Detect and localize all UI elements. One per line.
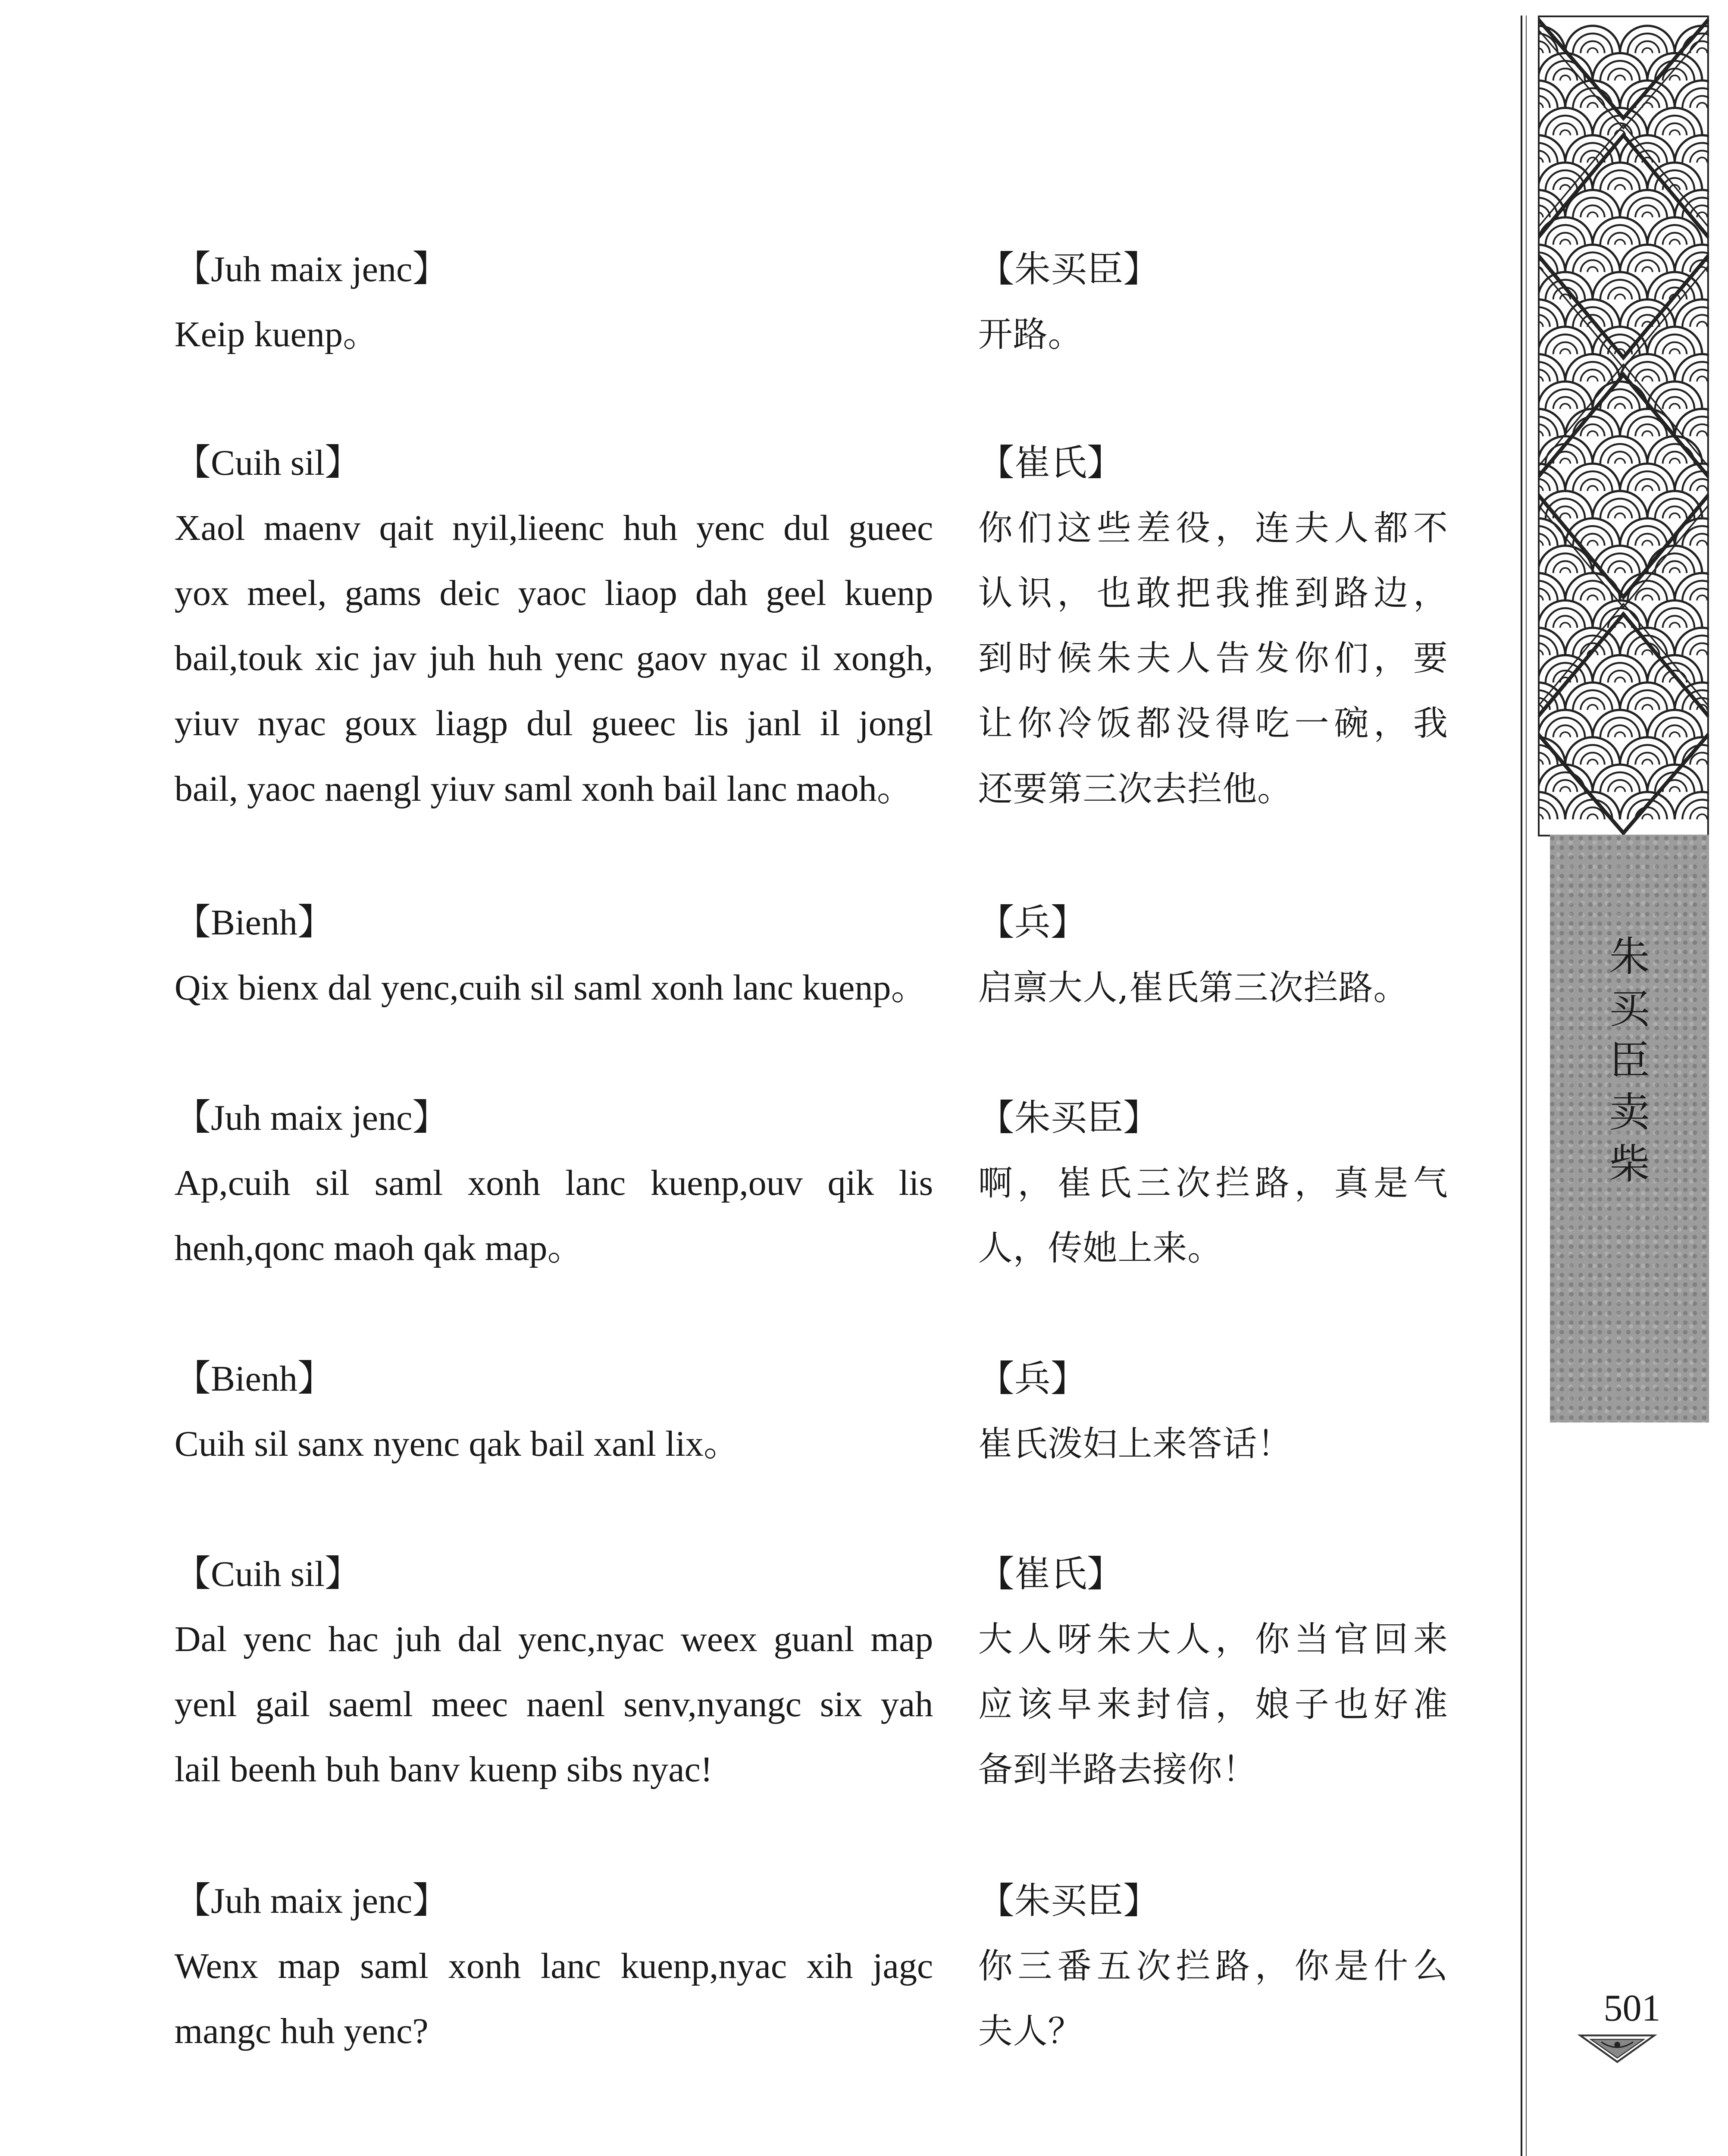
dialogue-line: Dal yenc hac juh dal yenc,nyac weex guanl map: [174, 1619, 933, 1660]
dialogue-line: 夫人？: [978, 2011, 1083, 2051]
dialogue-line: yiuv nyac goux liagp dul gueec lis janl il jongl: [174, 703, 933, 744]
dialogue-line: bail, yaoc naengl yiuv saml xonh bail lanc maoh。: [174, 768, 913, 809]
cloud-pattern-decoration: [1538, 16, 1709, 837]
dialogue-line: lail beenh buh banv kuenp sibs nyac!: [174, 1749, 713, 1790]
dialogue-line: 让你冷饭都没得吃一碗，我: [978, 703, 1448, 744]
speaker-label: 【朱买臣】: [978, 1879, 1160, 1922]
dialogue-block: [175, 890, 933, 1020]
speaker-label: 【朱买臣】: [978, 1097, 1160, 1139]
dialogue-block: [978, 237, 1448, 367]
speaker-label: 【兵】: [978, 1357, 1087, 1400]
speaker-label: 【Juh maix jenc】: [174, 1098, 449, 1138]
dialogue-line: 啊，崔氏三次拦路，真是气: [978, 1163, 1448, 1203]
dialogue-block: [978, 890, 1448, 1020]
dialogue-line: Keip kuenp。: [174, 314, 379, 355]
speaker-label: 【Juh maix jenc】: [174, 1880, 449, 1921]
dialogue-block: [175, 1346, 933, 1476]
margin-rule: [1521, 16, 1522, 2156]
speaker-label: 【崔氏】: [978, 441, 1124, 484]
dialogue-line: mangc huh yenc?: [174, 2011, 429, 2051]
speaker-label: 【Bienh】: [174, 1359, 334, 1399]
title-char: 柴: [1609, 1141, 1650, 1188]
title-char: 卖: [1609, 1089, 1650, 1136]
dialogue-line: 你们这些差役，连夫人都不: [978, 508, 1448, 548]
dialogue-line: Ap,cuih sil saml xonh lanc kuenp,ouv qik lis: [174, 1163, 933, 1203]
dialogue-line: 崔氏泼妇上来答话！: [978, 1424, 1293, 1464]
dialogue-line: 认识，也敢把我推到路边，: [978, 573, 1448, 614]
dialogue-line: yenl gail saeml meec naenl senv,nyangc six yah: [174, 1684, 933, 1725]
dialogue-line: Cuih sil sanx nyenc qak bail xanl lix。: [174, 1424, 740, 1464]
speaker-label: 【Juh maix jenc】: [174, 249, 449, 290]
page-number-ornament: [1578, 2032, 1657, 2065]
dialogue-line: 到时候朱夫人告发你们，要: [978, 638, 1448, 679]
dialogue-block: [175, 1085, 933, 1281]
dialogue-block: [978, 1868, 1448, 2064]
dialogue-block: [978, 1542, 1448, 1802]
dialogue-line: Xaol maenv qait nyil,lieenc huh yenc dul gueec: [174, 508, 933, 548]
dialogue-block: [978, 1085, 1448, 1281]
speaker-label: 【朱买臣】: [978, 248, 1160, 291]
dialogue-block: [978, 430, 1448, 821]
margin-rule-thin: [1526, 16, 1527, 2156]
title-band: [1550, 835, 1709, 1423]
ornament-icon: [1578, 2032, 1657, 2065]
dialogue-line: Wenx map saml xonh lanc kuenp,nyac xih jagc: [174, 1946, 933, 1986]
speaker-label: 【Cuih sil】: [174, 1554, 361, 1595]
speaker-label: 【Cuih sil】: [174, 442, 361, 483]
speaker-label: 【Bienh】: [174, 903, 334, 943]
title-char: 臣: [1609, 1037, 1650, 1084]
speaker-label: 【兵】: [978, 901, 1087, 944]
dialogue-block: [175, 237, 933, 367]
dialogue-line: yox meel, gams deic yaoc liaop dah geel kuenp: [174, 573, 933, 614]
dialogue-line: 开路。: [978, 314, 1083, 355]
dialogue-block: [175, 430, 933, 821]
title-char: 买: [1609, 985, 1650, 1033]
dialogue-block: [175, 1542, 933, 1802]
dialogue-line: 启禀大人,崔氏第三次拦路。: [978, 968, 1409, 1008]
dialogue-line: Qix bienx dal yenc,cuih sil saml xonh lanc kuenp。: [174, 968, 927, 1008]
dialogue-line: 人，传她上来。: [978, 1228, 1223, 1269]
cloud-pattern-icon: [1538, 16, 1709, 837]
dialogue-line: 你三番五次拦路，你是什么: [978, 1946, 1448, 1986]
dialogue-block: [978, 1346, 1448, 1476]
dialogue-line: 大人呀朱大人，你当官回来: [978, 1619, 1448, 1660]
vertical-title: [1550, 931, 1709, 1191]
page-number: 501: [1603, 1987, 1661, 2030]
speaker-label: 【崔氏】: [978, 1553, 1124, 1595]
dialogue-line: henh,qonc maoh qak map。: [174, 1228, 584, 1269]
dialogue-line: bail,touk xic jav juh huh yenc gaov nyac il xongh,: [174, 638, 933, 679]
title-char: 朱: [1609, 934, 1650, 981]
dialogue-line: 还要第三次去拦他。: [978, 768, 1293, 809]
dialogue-line: 备到半路去接你！: [978, 1749, 1258, 1790]
dialogue-block: [175, 1868, 933, 2064]
dialogue-line: 应该早来封信，娘子也好准: [978, 1684, 1448, 1725]
